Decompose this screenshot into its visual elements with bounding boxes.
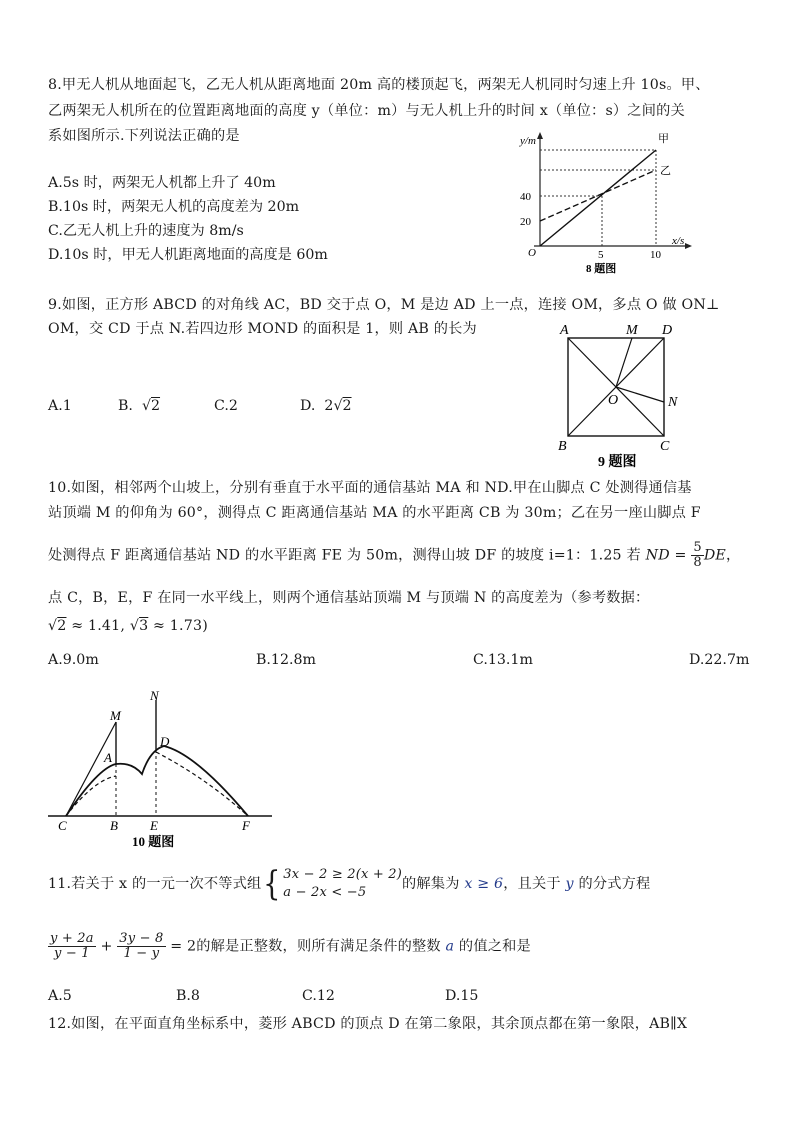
- svg-text:M: M: [110, 708, 121, 723]
- svg-text:D: D: [160, 734, 170, 749]
- svg-text:A: A: [560, 323, 569, 338]
- q9-option-d: D. 2√2: [300, 398, 352, 414]
- q11-line2: $\frac{y + 2a}{y - 1}$ + $\frac{3y - 8}{1 - y}$ = 2的解是正整数，则所有满足条件的整数 a 的值之和是: [50, 931, 531, 961]
- q8-option-a: A.5s 时，两架无人机都上升了 40m: [48, 175, 276, 191]
- q8-line-jia: [540, 150, 656, 246]
- q8-option-b: B.10s 时，两架无人机的高度差为 20m: [48, 199, 300, 215]
- q9-option-a: A.1: [48, 398, 72, 414]
- svg-text:C: C: [58, 818, 67, 833]
- q8-origin: O: [528, 247, 536, 259]
- q8-tick-5: 5: [598, 249, 604, 261]
- svg-text:A: A: [104, 750, 112, 765]
- svg-text:F: F: [242, 818, 250, 833]
- q10-line2: 站顶端 M 的仰角为 60°，测得点 C 距离通信基站 MA 的水平距离 CB 为 30m；乙在另一座山脚点 F: [48, 505, 701, 521]
- q8-line3: 系如图所示.下列说法正确的是: [48, 128, 240, 144]
- q9-line1: 9.如图，正方形 ABCD 的对角线 AC，BD 交于点 O，M 是边 AD 上一点，连接 OM，多点 O 做 ON⊥: [48, 297, 720, 313]
- q11-option-d: D.15: [445, 988, 479, 1004]
- q8-x-label: x/s: [672, 235, 685, 247]
- svg-text:O: O: [608, 393, 619, 408]
- q10-option-c: C.13.1m: [473, 652, 533, 668]
- q8-tick-40: 40: [520, 191, 531, 203]
- q9-option-c: C.2: [214, 398, 238, 414]
- q11-option-b: B.8: [176, 988, 200, 1004]
- svg-text:B: B: [558, 439, 567, 454]
- q10-line3: 处测得点 F 距离通信基站 ND 的水平距离 FE 为 50m，测得山坡 DF 的坡度 i=1：1.25 若 ND = $\frac{5}{8}$ DE，: [48, 540, 741, 570]
- q8-y-label: y/m: [520, 135, 536, 147]
- q11-line1: 11.若关于 x 的一元一次不等式组{ 3x − 2 ≥ 2(x + 2) a − 2x < −5 的解集为 x ≥ 6，且关于 y 的分式方程: [48, 864, 651, 904]
- svg-text:D: D: [662, 323, 673, 338]
- q11-option-a: A.5: [48, 988, 72, 1004]
- q8-line2: 乙两架无人机所在的位置距离地面的高度 y（单位：m）与无人机上升的时间 x（单位：s）之间的关: [48, 103, 685, 119]
- q10-line1: 10.如图，相邻两个山坡上，分别有垂直于水平面的通信基站 MA 和 ND.甲在山脚点 C 处测得通信基: [48, 480, 692, 496]
- svg-text:N: N: [150, 688, 159, 703]
- q10-ref-values: √2 ≈ 1.41, √3 ≈ 1.73): [48, 618, 208, 634]
- q9-option-b: B. √2: [118, 398, 161, 414]
- svg-text:B: B: [110, 818, 118, 833]
- q8-label-yi: 乙: [660, 165, 671, 177]
- q8-line1: 8.甲无人机从地面起飞，乙无人机从距离地面 20m 高的楼顶起飞，两架无人机同时匀速上升 10s。甲、: [48, 77, 710, 93]
- q8-figure: [510, 128, 700, 278]
- q8-option-c: C.乙无人机上升的速度为 8m/s: [48, 223, 244, 239]
- q10-option-a: A.9.0m: [48, 652, 99, 668]
- q9-caption: 9 题图: [598, 455, 637, 470]
- q8-tick-10: 10: [650, 249, 661, 261]
- q10-figure: [46, 688, 280, 854]
- q8-option-d: D.10s 时，甲无人机距离地面的高度是 60m: [48, 247, 328, 263]
- q10-line4: 点 C，B，E，F 在同一水平线上，则两个通信基站顶端 M 与顶端 N 的高度差为（参考数据：: [48, 590, 650, 606]
- svg-text:E: E: [150, 818, 158, 833]
- q10-caption: 10 题图: [132, 834, 175, 849]
- svg-text:C: C: [660, 439, 670, 454]
- q10-hill: [66, 746, 248, 816]
- q12-line1: 12.如图，在平面直角坐标系中，菱形 ABCD 的顶点 D 在第二象限，其余顶点都在第一象限，AB∥X: [48, 1016, 688, 1032]
- q10-option-b: B.12.8m: [256, 652, 316, 668]
- q11-option-c: C.12: [302, 988, 335, 1004]
- q10-sightline-cm: [66, 722, 116, 816]
- q10-option-d: D.22.7m: [689, 652, 750, 668]
- q8-tick-20: 20: [520, 216, 531, 228]
- svg-text:M: M: [626, 323, 638, 338]
- q9-figure: [556, 318, 696, 470]
- q8-caption: 8 题图: [586, 263, 617, 275]
- q9-line2: OM，交 CD 于点 N.若四边形 MOND 的面积是 1，则 AB 的长为: [48, 321, 477, 337]
- svg-text:N: N: [668, 395, 678, 410]
- q8-label-jia: 甲: [658, 133, 669, 145]
